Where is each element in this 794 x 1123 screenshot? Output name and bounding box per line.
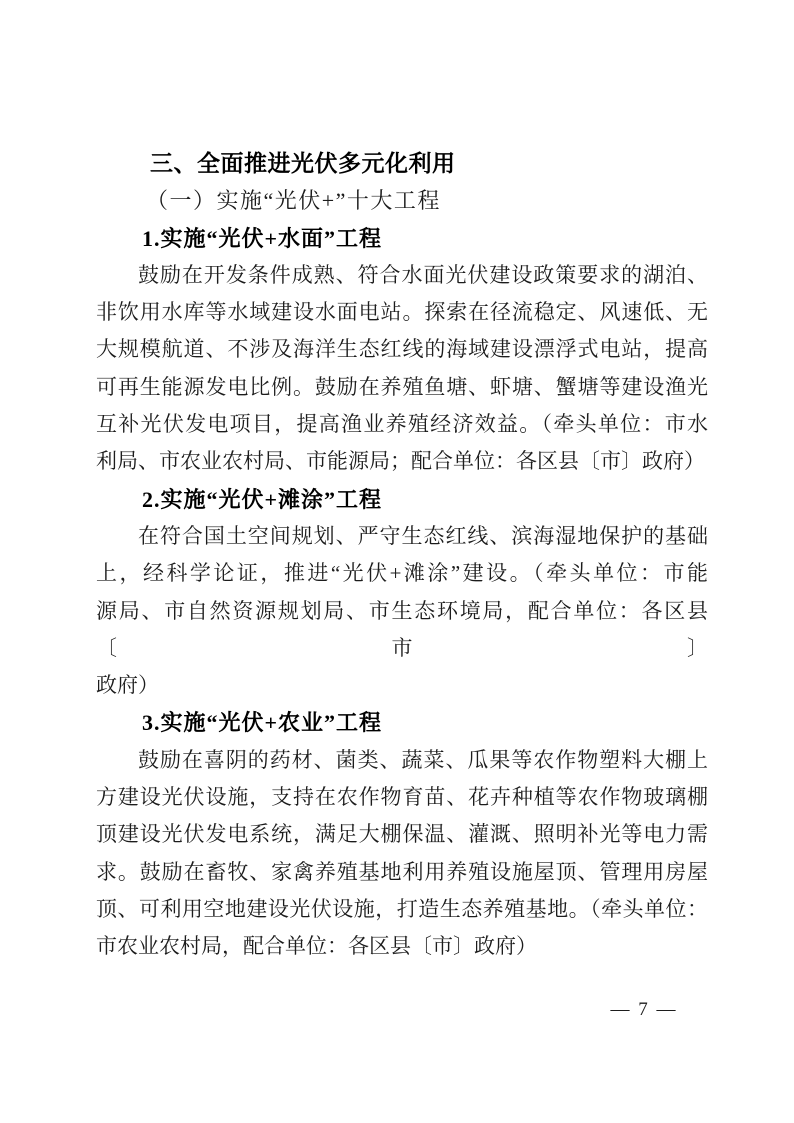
page-number: — 7 — — [610, 999, 678, 1020]
subsection-heading: （一）实施“光伏+”十大工程 — [146, 188, 441, 214]
work-item — [96, 481, 708, 705]
body-line: 求。鼓励在畜牧、家禽养殖基地利用养殖设施屋顶、管理用房屋 — [96, 859, 708, 884]
document-content — [96, 145, 708, 966]
item-paragraph — [96, 518, 708, 704]
item-paragraph — [96, 742, 708, 966]
body-line: 上，经科学论证，推进“光伏+滩涂”建设。（牵头单位：市能 — [96, 561, 708, 586]
body-line: 互补光伏发电项目，提高渔业养殖经济效益。（牵头单位：市水 — [96, 412, 708, 437]
items-container — [96, 220, 708, 966]
work-item — [96, 704, 708, 965]
body-line: 大规模航道、不涉及海洋生态红线的海域建设漂浮式电站，提高 — [96, 337, 708, 362]
body-line: 鼓励在喜阴的药材、菌类、蔬菜、瓜果等农作物塑料大棚上 — [138, 747, 708, 772]
body-line: 可再生能源发电比例。鼓励在养殖鱼塘、虾塘、蟹塘等建设渔光 — [96, 374, 708, 399]
body-line: 在符合国土空间规划、严守生态红线、滨海湿地保护的基础 — [138, 523, 708, 548]
body-line: 顶、可利用空地建设光伏设施，打造生态养殖基地。（牵头单位： — [96, 896, 708, 921]
body-line: 源局、市自然资源规划局、市生态环境局，配合单位：各区县〔市〕 — [96, 598, 708, 660]
body-line: 顶建设光伏发电系统，满足大棚保温、灌溉、照明补光等电力需 — [96, 822, 708, 847]
body-line: 非饮用水库等水域建设水面电站。探索在径流稳定、风速低、无 — [96, 300, 708, 325]
item-heading: 3.实施“光伏+农业”工程 — [142, 710, 383, 736]
body-line: 方建设光伏设施，支持在农作物育苗、花卉种植等农作物玻璃棚 — [96, 785, 708, 810]
body-line: 市农业农村局，配合单位：各区县〔市〕政府） — [96, 934, 537, 959]
body-line: 利局、市农业农村局、市能源局；配合单位：各区县〔市〕政府） — [96, 449, 705, 474]
body-line: 政府） — [96, 673, 159, 698]
section-heading: 三、全面推进光伏多元化利用 — [150, 150, 456, 176]
item-heading: 2.实施“光伏+滩涂”工程 — [142, 486, 383, 512]
work-item — [96, 220, 708, 481]
item-paragraph — [96, 257, 708, 481]
body-line: 鼓励在开发条件成熟、符合水面光伏建设政策要求的湖泊、 — [138, 262, 708, 287]
item-heading: 1.实施“光伏+水面”工程 — [142, 225, 383, 251]
